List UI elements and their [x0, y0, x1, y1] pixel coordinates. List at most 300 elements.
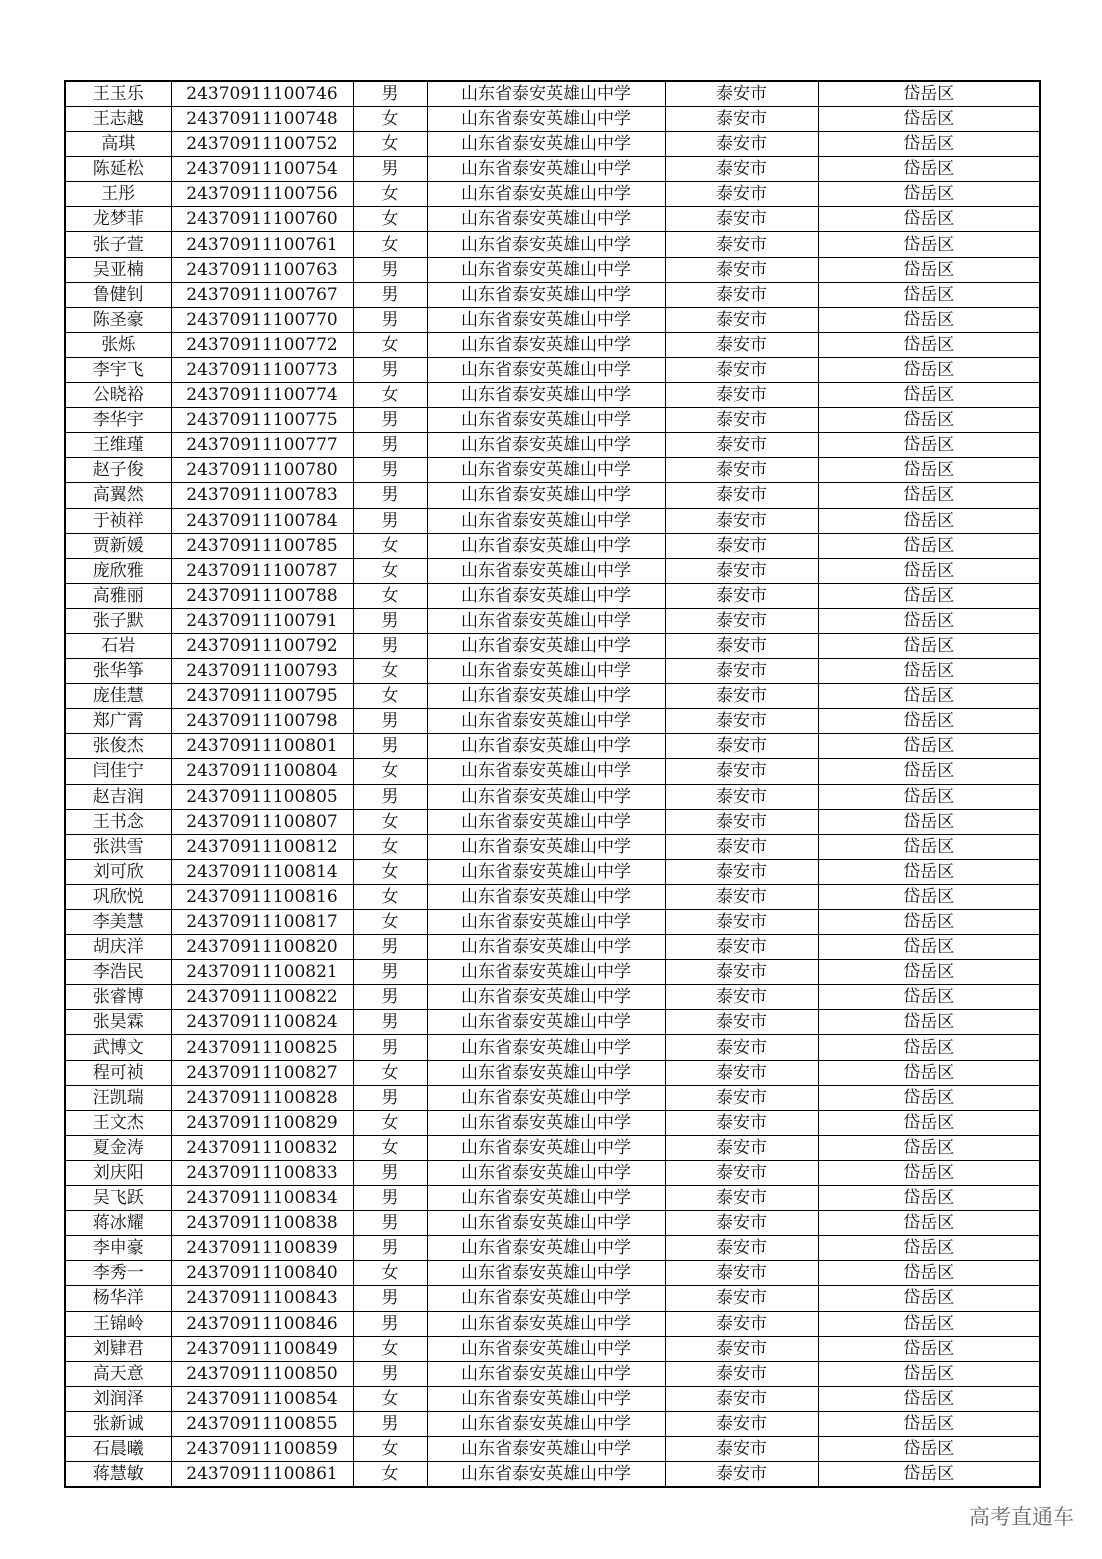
district-cell: 岱岳区 [818, 935, 1040, 960]
name-cell: 陈延松 [65, 157, 171, 182]
school-cell: 山东省泰安英雄山中学 [427, 408, 665, 433]
name-cell: 吴亚楠 [65, 257, 171, 282]
exam-id-cell: 24370911100761 [171, 232, 353, 257]
city-cell: 泰安市 [665, 1311, 818, 1336]
school-cell: 山东省泰安英雄山中学 [427, 1286, 665, 1311]
city-cell: 泰安市 [665, 1236, 818, 1261]
name-cell: 王文杰 [65, 1110, 171, 1135]
gender-cell: 男 [353, 960, 427, 985]
school-cell: 山东省泰安英雄山中学 [427, 307, 665, 332]
city-cell: 泰安市 [665, 1436, 818, 1461]
district-cell: 岱岳区 [818, 408, 1040, 433]
exam-id-cell: 24370911100773 [171, 357, 353, 382]
name-cell: 王志越 [65, 107, 171, 132]
table-row [65, 282, 1040, 307]
table-row [65, 1035, 1040, 1060]
district-cell: 岱岳区 [818, 132, 1040, 157]
district-cell: 岱岳区 [818, 659, 1040, 684]
district-cell: 岱岳区 [818, 1336, 1040, 1361]
district-cell: 岱岳区 [818, 81, 1040, 107]
gender-cell: 女 [353, 834, 427, 859]
table-row [65, 1211, 1040, 1236]
gender-cell: 男 [353, 1085, 427, 1110]
table-row [65, 1361, 1040, 1386]
table-row [65, 884, 1040, 909]
city-cell: 泰安市 [665, 483, 818, 508]
district-cell: 岱岳区 [818, 1085, 1040, 1110]
school-cell: 山东省泰安英雄山中学 [427, 834, 665, 859]
city-cell: 泰安市 [665, 608, 818, 633]
district-cell: 岱岳区 [818, 1386, 1040, 1411]
district-cell: 岱岳区 [818, 1110, 1040, 1135]
gender-cell: 男 [353, 784, 427, 809]
name-cell: 李申豪 [65, 1236, 171, 1261]
city-cell: 泰安市 [665, 132, 818, 157]
table-row [65, 332, 1040, 357]
name-cell: 龙梦菲 [65, 207, 171, 232]
city-cell: 泰安市 [665, 659, 818, 684]
district-cell: 岱岳区 [818, 583, 1040, 608]
name-cell: 王彤 [65, 182, 171, 207]
gender-cell: 女 [353, 1135, 427, 1160]
exam-id-cell: 24370911100746 [171, 81, 353, 107]
table-row [65, 458, 1040, 483]
gender-cell: 女 [353, 558, 427, 583]
name-cell: 陈圣豪 [65, 307, 171, 332]
name-cell: 鲁健钊 [65, 282, 171, 307]
school-cell: 山东省泰安英雄山中学 [427, 433, 665, 458]
school-cell: 山东省泰安英雄山中学 [427, 1186, 665, 1211]
school-cell: 山东省泰安英雄山中学 [427, 659, 665, 684]
school-cell: 山东省泰安英雄山中学 [427, 107, 665, 132]
school-cell: 山东省泰安英雄山中学 [427, 734, 665, 759]
gender-cell: 男 [353, 1160, 427, 1185]
exam-id-cell: 24370911100763 [171, 257, 353, 282]
exam-id-cell: 24370911100838 [171, 1211, 353, 1236]
name-cell: 高琪 [65, 132, 171, 157]
school-cell: 山东省泰安英雄山中学 [427, 1411, 665, 1436]
name-cell: 蒋慧敏 [65, 1462, 171, 1488]
city-cell: 泰安市 [665, 985, 818, 1010]
name-cell: 公晓裕 [65, 383, 171, 408]
school-cell: 山东省泰安英雄山中学 [427, 1035, 665, 1060]
school-cell: 山东省泰安英雄山中学 [427, 383, 665, 408]
exam-id-cell: 24370911100854 [171, 1386, 353, 1411]
city-cell: 泰安市 [665, 408, 818, 433]
district-cell: 岱岳区 [818, 1010, 1040, 1035]
name-cell: 王锦岭 [65, 1311, 171, 1336]
school-cell: 山东省泰安英雄山中学 [427, 910, 665, 935]
gender-cell: 男 [353, 709, 427, 734]
table-row [65, 1160, 1040, 1185]
gender-cell: 女 [353, 684, 427, 709]
city-cell: 泰安市 [665, 1035, 818, 1060]
table-row [65, 633, 1040, 658]
district-cell: 岱岳区 [818, 157, 1040, 182]
name-cell: 赵子俊 [65, 458, 171, 483]
name-cell: 石岩 [65, 633, 171, 658]
exam-id-cell: 24370911100840 [171, 1261, 353, 1286]
city-cell: 泰安市 [665, 357, 818, 382]
city-cell: 泰安市 [665, 859, 818, 884]
city-cell: 泰安市 [665, 433, 818, 458]
exam-id-cell: 24370911100816 [171, 884, 353, 909]
exam-id-cell: 24370911100754 [171, 157, 353, 182]
name-cell: 刘庆阳 [65, 1160, 171, 1185]
school-cell: 山东省泰安英雄山中学 [427, 1386, 665, 1411]
exam-id-cell: 24370911100793 [171, 659, 353, 684]
gender-cell: 男 [353, 433, 427, 458]
gender-cell: 男 [353, 408, 427, 433]
district-cell: 岱岳区 [818, 1236, 1040, 1261]
table-row [65, 1010, 1040, 1035]
gender-cell: 男 [353, 1236, 427, 1261]
city-cell: 泰安市 [665, 1361, 818, 1386]
exam-id-cell: 24370911100788 [171, 583, 353, 608]
school-cell: 山东省泰安英雄山中学 [427, 357, 665, 382]
exam-id-cell: 24370911100770 [171, 307, 353, 332]
name-cell: 吴飞跃 [65, 1186, 171, 1211]
district-cell: 岱岳区 [818, 960, 1040, 985]
school-cell: 山东省泰安英雄山中学 [427, 985, 665, 1010]
exam-id-cell: 24370911100807 [171, 809, 353, 834]
exam-id-cell: 24370911100846 [171, 1311, 353, 1336]
name-cell: 闫佳宁 [65, 759, 171, 784]
gender-cell: 女 [353, 910, 427, 935]
city-cell: 泰安市 [665, 1060, 818, 1085]
city-cell: 泰安市 [665, 1462, 818, 1488]
city-cell: 泰安市 [665, 157, 818, 182]
gender-cell: 男 [353, 458, 427, 483]
city-cell: 泰安市 [665, 533, 818, 558]
exam-id-cell: 24370911100783 [171, 483, 353, 508]
gender-cell: 男 [353, 1311, 427, 1336]
city-cell: 泰安市 [665, 809, 818, 834]
school-cell: 山东省泰安英雄山中学 [427, 1436, 665, 1461]
district-cell: 岱岳区 [818, 182, 1040, 207]
city-cell: 泰安市 [665, 383, 818, 408]
roster-body [65, 81, 1040, 1487]
district-cell: 岱岳区 [818, 1436, 1040, 1461]
city-cell: 泰安市 [665, 207, 818, 232]
gender-cell: 女 [353, 759, 427, 784]
watermark: 高考直通车 [969, 1505, 1074, 1529]
name-cell: 胡庆洋 [65, 935, 171, 960]
name-cell: 程可祯 [65, 1060, 171, 1085]
exam-id-cell: 24370911100798 [171, 709, 353, 734]
gender-cell: 男 [353, 1186, 427, 1211]
exam-id-cell: 24370911100756 [171, 182, 353, 207]
school-cell: 山东省泰安英雄山中学 [427, 332, 665, 357]
school-cell: 山东省泰安英雄山中学 [427, 1110, 665, 1135]
school-cell: 山东省泰安英雄山中学 [427, 709, 665, 734]
name-cell: 于祯祥 [65, 508, 171, 533]
table-row [65, 659, 1040, 684]
district-cell: 岱岳区 [818, 282, 1040, 307]
exam-id-cell: 24370911100855 [171, 1411, 353, 1436]
name-cell: 武博文 [65, 1035, 171, 1060]
city-cell: 泰安市 [665, 935, 818, 960]
exam-id-cell: 24370911100795 [171, 684, 353, 709]
school-cell: 山东省泰安英雄山中学 [427, 558, 665, 583]
district-cell: 岱岳区 [818, 1462, 1040, 1488]
table-row [65, 583, 1040, 608]
exam-id-cell: 24370911100834 [171, 1186, 353, 1211]
name-cell: 汪凯瑞 [65, 1085, 171, 1110]
school-cell: 山东省泰安英雄山中学 [427, 1462, 665, 1488]
gender-cell: 女 [353, 583, 427, 608]
name-cell: 刘可欣 [65, 859, 171, 884]
table-row [65, 483, 1040, 508]
exam-id-cell: 24370911100772 [171, 332, 353, 357]
district-cell: 岱岳区 [818, 759, 1040, 784]
exam-id-cell: 24370911100825 [171, 1035, 353, 1060]
table-row [65, 935, 1040, 960]
city-cell: 泰安市 [665, 709, 818, 734]
gender-cell: 女 [353, 859, 427, 884]
school-cell: 山东省泰安英雄山中学 [427, 157, 665, 182]
name-cell: 张华筝 [65, 659, 171, 684]
school-cell: 山东省泰安英雄山中学 [427, 960, 665, 985]
exam-id-cell: 24370911100784 [171, 508, 353, 533]
name-cell: 张洪雪 [65, 834, 171, 859]
exam-id-cell: 24370911100843 [171, 1286, 353, 1311]
gender-cell: 女 [353, 1462, 427, 1488]
school-cell: 山东省泰安英雄山中学 [427, 1261, 665, 1286]
name-cell: 石晨曦 [65, 1436, 171, 1461]
gender-cell: 男 [353, 1411, 427, 1436]
gender-cell: 女 [353, 332, 427, 357]
name-cell: 李浩民 [65, 960, 171, 985]
table-row [65, 709, 1040, 734]
table-row [65, 1311, 1040, 1336]
table-row [65, 1060, 1040, 1085]
school-cell: 山东省泰安英雄山中学 [427, 483, 665, 508]
gender-cell: 男 [353, 935, 427, 960]
school-cell: 山东省泰安英雄山中学 [427, 232, 665, 257]
name-cell: 李秀一 [65, 1261, 171, 1286]
name-cell: 杨华洋 [65, 1286, 171, 1311]
exam-id-cell: 24370911100752 [171, 132, 353, 157]
district-cell: 岱岳区 [818, 257, 1040, 282]
district-cell: 岱岳区 [818, 633, 1040, 658]
name-cell: 刘肄君 [65, 1336, 171, 1361]
school-cell: 山东省泰安英雄山中学 [427, 81, 665, 107]
school-cell: 山东省泰安英雄山中学 [427, 1211, 665, 1236]
gender-cell: 男 [353, 1361, 427, 1386]
table-row [65, 960, 1040, 985]
gender-cell: 男 [353, 157, 427, 182]
city-cell: 泰安市 [665, 81, 818, 107]
district-cell: 岱岳区 [818, 332, 1040, 357]
school-cell: 山东省泰安英雄山中学 [427, 1311, 665, 1336]
name-cell: 李美慧 [65, 910, 171, 935]
name-cell: 庞佳慧 [65, 684, 171, 709]
school-cell: 山东省泰安英雄山中学 [427, 633, 665, 658]
district-cell: 岱岳区 [818, 859, 1040, 884]
name-cell: 张子萱 [65, 232, 171, 257]
gender-cell: 男 [353, 1010, 427, 1035]
school-cell: 山东省泰安英雄山中学 [427, 1236, 665, 1261]
city-cell: 泰安市 [665, 458, 818, 483]
gender-cell: 男 [353, 1286, 427, 1311]
district-cell: 岱岳区 [818, 1060, 1040, 1085]
exam-id-cell: 24370911100849 [171, 1336, 353, 1361]
district-cell: 岱岳区 [818, 985, 1040, 1010]
city-cell: 泰安市 [665, 684, 818, 709]
school-cell: 山东省泰安英雄山中学 [427, 533, 665, 558]
table-row [65, 383, 1040, 408]
table-row [65, 1386, 1040, 1411]
district-cell: 岱岳区 [818, 1311, 1040, 1336]
city-cell: 泰安市 [665, 1010, 818, 1035]
city-cell: 泰安市 [665, 734, 818, 759]
district-cell: 岱岳区 [818, 107, 1040, 132]
gender-cell: 女 [353, 1110, 427, 1135]
name-cell: 张烁 [65, 332, 171, 357]
exam-id-cell: 24370911100829 [171, 1110, 353, 1135]
table-row [65, 1186, 1040, 1211]
table-row [65, 533, 1040, 558]
table-row [65, 859, 1040, 884]
name-cell: 夏金涛 [65, 1135, 171, 1160]
school-cell: 山东省泰安英雄山中学 [427, 458, 665, 483]
exam-id-cell: 24370911100832 [171, 1135, 353, 1160]
school-cell: 山东省泰安英雄山中学 [427, 1060, 665, 1085]
table-row [65, 257, 1040, 282]
table-row [65, 1286, 1040, 1311]
city-cell: 泰安市 [665, 1160, 818, 1185]
city-cell: 泰安市 [665, 1386, 818, 1411]
district-cell: 岱岳区 [818, 232, 1040, 257]
district-cell: 岱岳区 [818, 1286, 1040, 1311]
name-cell: 庞欣雅 [65, 558, 171, 583]
district-cell: 岱岳区 [818, 834, 1040, 859]
city-cell: 泰安市 [665, 1411, 818, 1436]
city-cell: 泰安市 [665, 1186, 818, 1211]
city-cell: 泰安市 [665, 960, 818, 985]
city-cell: 泰安市 [665, 759, 818, 784]
gender-cell: 女 [353, 1436, 427, 1461]
table-row [65, 207, 1040, 232]
city-cell: 泰安市 [665, 508, 818, 533]
gender-cell: 女 [353, 1060, 427, 1085]
city-cell: 泰安市 [665, 1261, 818, 1286]
exam-id-cell: 24370911100828 [171, 1085, 353, 1110]
table-row [65, 608, 1040, 633]
table-row [65, 508, 1040, 533]
gender-cell: 男 [353, 282, 427, 307]
exam-id-cell: 24370911100833 [171, 1160, 353, 1185]
city-cell: 泰安市 [665, 558, 818, 583]
gender-cell: 男 [353, 357, 427, 382]
school-cell: 山东省泰安英雄山中学 [427, 884, 665, 909]
district-cell: 岱岳区 [818, 383, 1040, 408]
gender-cell: 女 [353, 809, 427, 834]
exam-id-cell: 24370911100801 [171, 734, 353, 759]
exam-id-cell: 24370911100791 [171, 608, 353, 633]
gender-cell: 男 [353, 508, 427, 533]
exam-id-cell: 24370911100861 [171, 1462, 353, 1488]
school-cell: 山东省泰安英雄山中学 [427, 1336, 665, 1361]
school-cell: 山东省泰安英雄山中学 [427, 257, 665, 282]
name-cell: 蒋冰耀 [65, 1211, 171, 1236]
table-row [65, 1085, 1040, 1110]
table-row [65, 182, 1040, 207]
gender-cell: 男 [353, 483, 427, 508]
exam-id-cell: 24370911100760 [171, 207, 353, 232]
school-cell: 山东省泰安英雄山中学 [427, 859, 665, 884]
exam-id-cell: 24370911100805 [171, 784, 353, 809]
gender-cell: 男 [353, 257, 427, 282]
table-row [65, 232, 1040, 257]
district-cell: 岱岳区 [818, 357, 1040, 382]
gender-cell: 女 [353, 1336, 427, 1361]
district-cell: 岱岳区 [818, 709, 1040, 734]
district-cell: 岱岳区 [818, 1361, 1040, 1386]
school-cell: 山东省泰安英雄山中学 [427, 182, 665, 207]
district-cell: 岱岳区 [818, 558, 1040, 583]
exam-id-cell: 24370911100775 [171, 408, 353, 433]
gender-cell: 女 [353, 132, 427, 157]
gender-cell: 女 [353, 232, 427, 257]
school-cell: 山东省泰安英雄山中学 [427, 809, 665, 834]
name-cell: 李宇飞 [65, 357, 171, 382]
gender-cell: 女 [353, 533, 427, 558]
table-row [65, 684, 1040, 709]
name-cell: 张子默 [65, 608, 171, 633]
table-row [65, 1436, 1040, 1461]
school-cell: 山东省泰安英雄山中学 [427, 132, 665, 157]
table-row [65, 809, 1040, 834]
district-cell: 岱岳区 [818, 1186, 1040, 1211]
exam-id-cell: 24370911100817 [171, 910, 353, 935]
name-cell: 张俊杰 [65, 734, 171, 759]
table-row [65, 1336, 1040, 1361]
exam-id-cell: 24370911100792 [171, 633, 353, 658]
gender-cell: 男 [353, 1211, 427, 1236]
table-row [65, 1261, 1040, 1286]
city-cell: 泰安市 [665, 583, 818, 608]
district-cell: 岱岳区 [818, 458, 1040, 483]
city-cell: 泰安市 [665, 332, 818, 357]
exam-id-cell: 24370911100850 [171, 1361, 353, 1386]
table-row [65, 734, 1040, 759]
school-cell: 山东省泰安英雄山中学 [427, 1361, 665, 1386]
city-cell: 泰安市 [665, 834, 818, 859]
name-cell: 王书念 [65, 809, 171, 834]
table-row [65, 558, 1040, 583]
district-cell: 岱岳区 [818, 1160, 1040, 1185]
district-cell: 岱岳区 [818, 483, 1040, 508]
city-cell: 泰安市 [665, 232, 818, 257]
gender-cell: 男 [353, 985, 427, 1010]
table-row [65, 1236, 1040, 1261]
table-row [65, 81, 1040, 107]
name-cell: 高雅丽 [65, 583, 171, 608]
exam-id-cell: 24370911100824 [171, 1010, 353, 1035]
gender-cell: 男 [353, 1035, 427, 1060]
district-cell: 岱岳区 [818, 307, 1040, 332]
name-cell: 贾新媛 [65, 533, 171, 558]
school-cell: 山东省泰安英雄山中学 [427, 1135, 665, 1160]
school-cell: 山东省泰安英雄山中学 [427, 759, 665, 784]
table-row [65, 408, 1040, 433]
exam-id-cell: 24370911100774 [171, 383, 353, 408]
table-row [65, 784, 1040, 809]
district-cell: 岱岳区 [818, 1135, 1040, 1160]
gender-cell: 男 [353, 734, 427, 759]
